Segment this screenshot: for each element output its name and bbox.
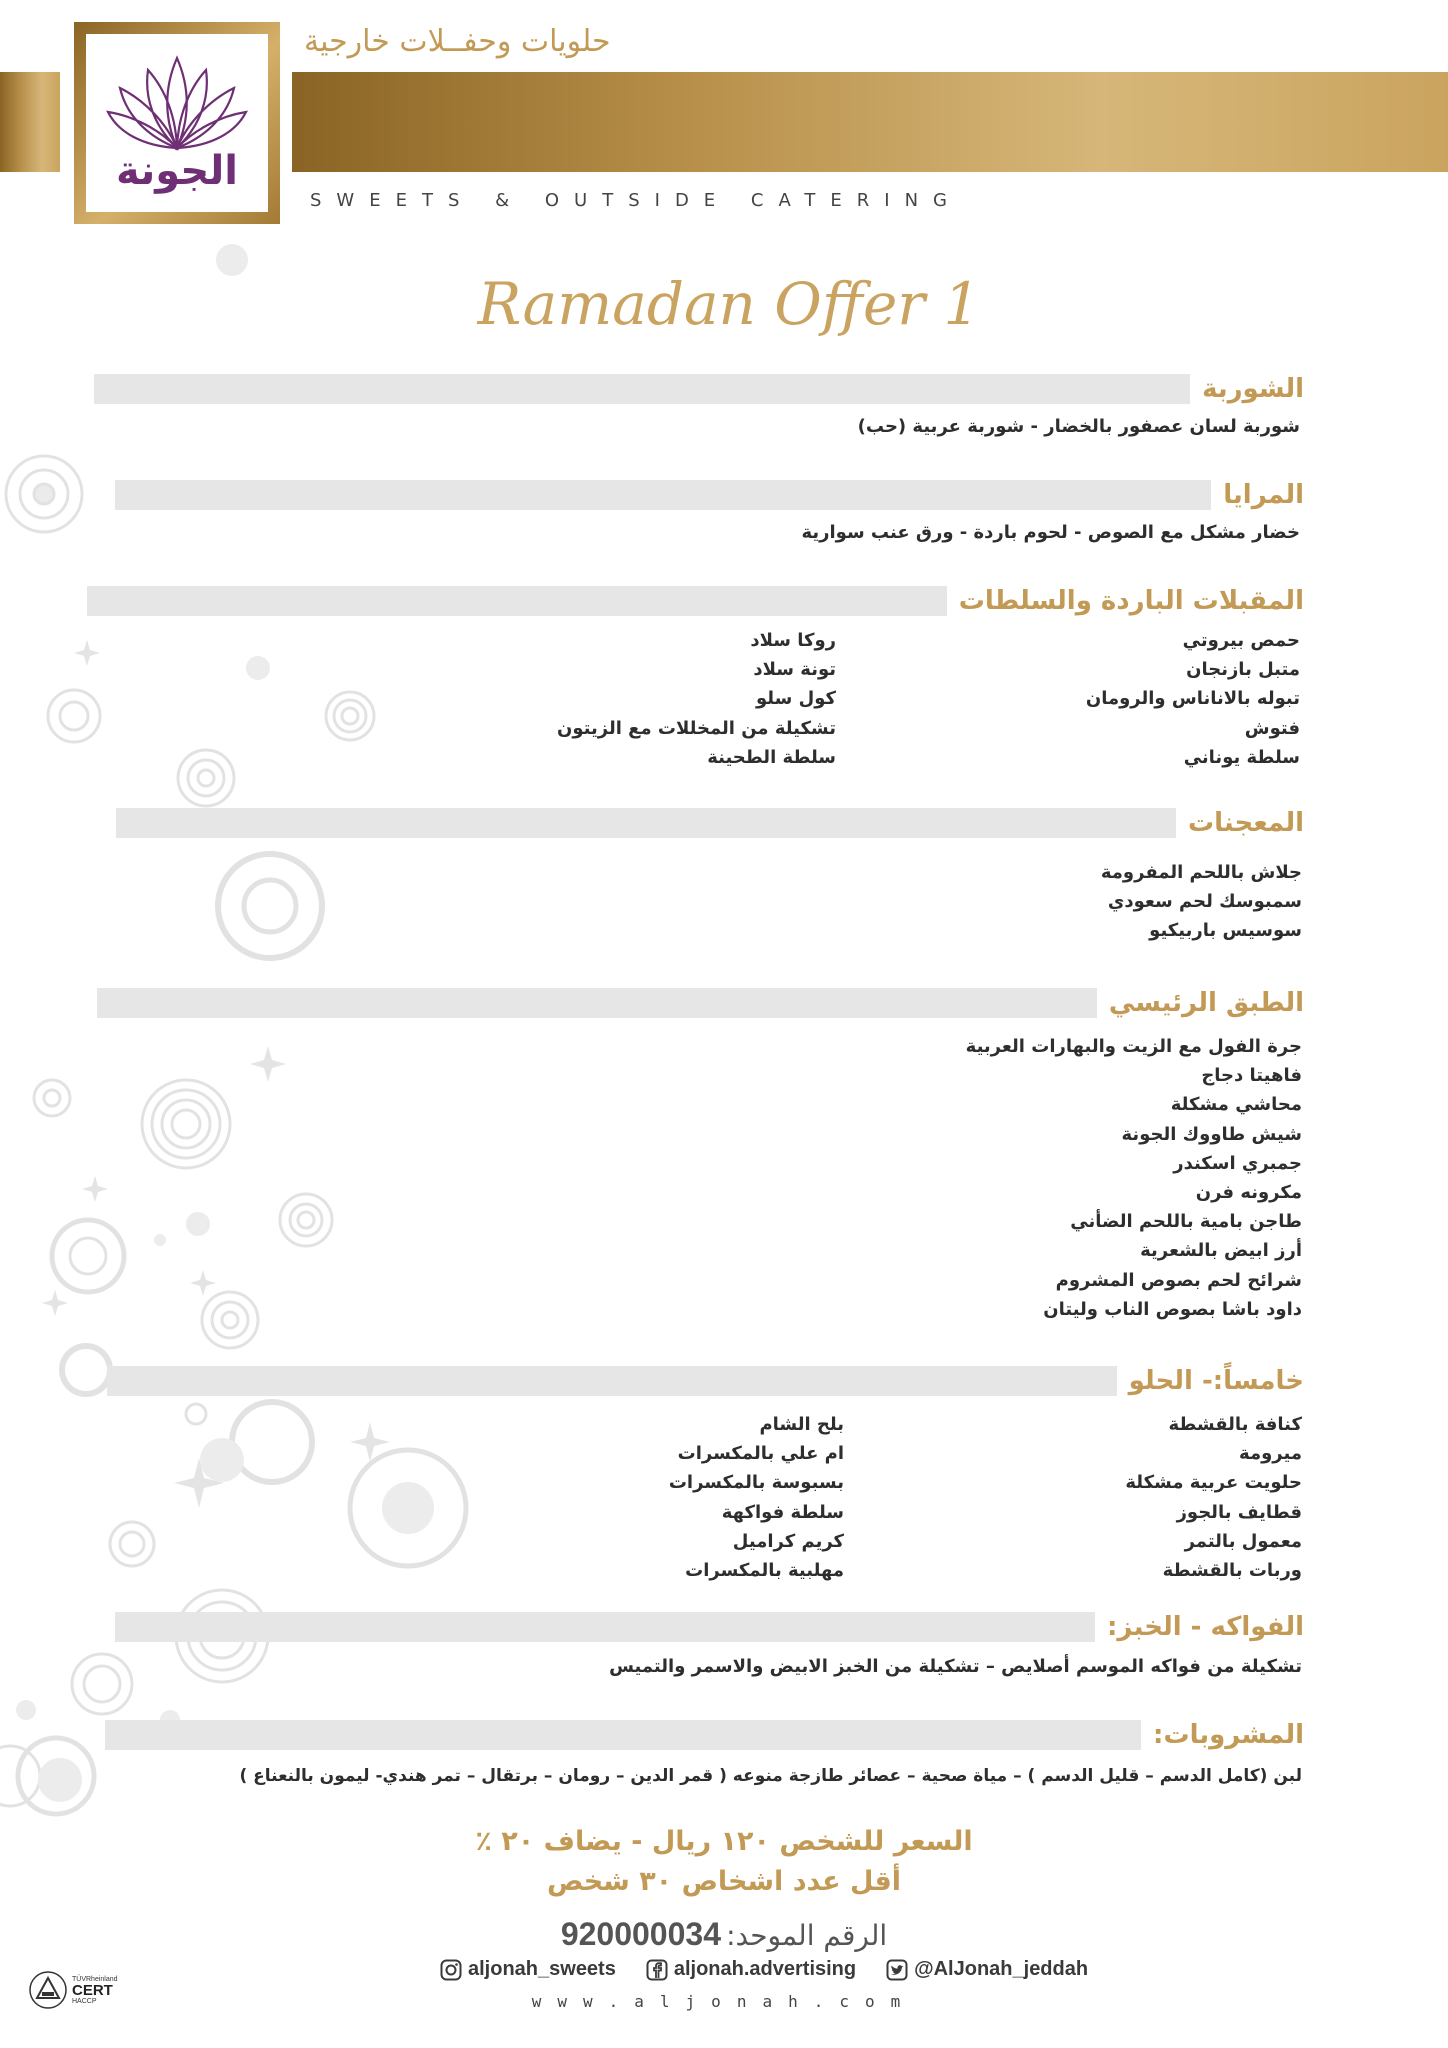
offer-title: Ramadan Offer 1 [477,270,981,338]
list-item: بسبوسة بالمكسرات [668,1472,844,1494]
soup-items: شوربة لسان عصفور بالخضار - شوربة عربية (حب) [857,416,1300,437]
fruits-bread-items: تشكيلة من فواكه الموسم أصلايص – تشكيلة من الخبز الابيض والاسمر والتميس [609,1656,1302,1677]
list-item: طاجن بامية باللحم الضأني [1070,1211,1302,1233]
instagram-link[interactable] [440,1958,616,1981]
twitter-link[interactable] [886,1958,1088,1981]
list-item: سلطة فواكهة [721,1501,844,1523]
section-divider-bar [115,1612,1095,1642]
tagline-english: SWEETS & OUTSIDE CATERING [310,190,962,211]
list-item: سلطة يوناني [1183,746,1300,768]
section-mezze-title: المرايا [1223,480,1304,510]
list-item: قطايف بالجوز [1176,1501,1302,1523]
section-pastries-title: المعجنات [1187,808,1304,838]
section-drinks-title: المشروبات: [1153,1720,1304,1750]
section-appetizers-header [87,586,1304,616]
list-item: بلح الشام [759,1414,844,1435]
section-mezze-header [115,480,1304,510]
facebook-handle: aljonah.advertising [673,1958,857,1980]
section-drinks-header [105,1720,1304,1750]
list-item: جلاش باللحم المفرومة [1100,862,1302,883]
section-divider-bar [87,586,947,616]
section-main-title: الطبق الرئيسي [1108,988,1304,1018]
section-dessert-header [107,1366,1304,1396]
instagram-handle: aljonah_sweets [468,1958,616,1980]
dessert-column-1 [1125,1410,1302,1585]
list-item: وربات بالقشطة [1162,1559,1302,1581]
list-item: حمص بيروتي [1182,630,1300,651]
list-item: شيش طاووك الجونة [1121,1123,1302,1145]
section-divider-bar [116,808,1176,838]
section-soup-title: الشوربة [1202,374,1304,404]
header-gold-bar-left [0,72,60,172]
list-item: تونة سلاد [753,659,836,681]
list-item: جمبري اسكندر [1173,1152,1302,1174]
list-item: متبل بازنجان [1186,659,1300,681]
logo[interactable] [74,22,280,224]
section-appetizers-title: المقبلات الباردة والسلطات [958,586,1304,616]
list-item: كريم كراميل [732,1530,844,1552]
header-gold-bar-right [292,72,1448,172]
instagram-icon [440,1959,462,1981]
list-item: كول سلو [756,688,836,710]
list-item: جرة الفول مع الزيت والبهارات العربية [965,1036,1302,1057]
section-fruits-header [115,1612,1304,1642]
minimum-guests: أقل عدد اشخاص ٣٠ شخص [546,1866,902,1897]
hotline-number[interactable]: 920000034 [560,1916,721,1952]
price-per-person: السعر للشخص ١٢٠ ريال - يضاف ٢٠ ٪ [475,1826,973,1857]
facebook-icon [646,1959,668,1981]
cert-brand: TÜVRheinland [72,1975,118,1983]
section-dessert-title: خامساً:- الحلو [1128,1366,1304,1396]
list-item: سلطة الطحينة [707,746,836,768]
social-links [440,1958,1088,1981]
appetizers-column-1 [1086,626,1300,772]
list-item: روكا سلاد [750,630,836,651]
cert-standard: HACCP [72,1997,97,2005]
tuv-triangle-icon [28,1970,68,2010]
facebook-link[interactable] [646,1958,856,1981]
list-item: سوسيس باربيكيو [1149,920,1302,942]
section-divider-bar [94,374,1190,404]
section-soup-header [94,374,1304,404]
list-item: معمول بالتمر [1184,1530,1302,1552]
list-item: داود باشا بصوص الناب وليتان [1043,1298,1302,1320]
section-divider-bar [115,480,1211,510]
list-item: كنافة بالقشطة [1168,1414,1302,1435]
cert-text [72,1976,118,2005]
hotline [0,1916,1448,1953]
drinks-items: لبن (كامل الدسم – قليل الدسم ) – مياة صحية – عصائر طازجة منوعه ( قمر الدين – رومان – برتقال – تمر هندي- ليمون بالنعناع ) [239,1766,1302,1786]
section-divider-bar [97,988,1097,1018]
mezze-items: خضار مشكل مع الصوص - لحوم باردة - ورق عنب سوارية [801,522,1300,543]
list-item: مكرونه فرن [1195,1181,1302,1203]
logo-frame [86,34,268,212]
list-item: محاشي مشكلة [1170,1094,1302,1116]
tuv-certification-badge [28,1970,118,2010]
twitter-icon [886,1959,908,1981]
list-item: فتوش [1244,717,1300,739]
flower-logo-icon [104,48,250,158]
list-item: شرائح لحم بصوص المشروم [1055,1269,1302,1291]
section-divider-bar [105,1720,1141,1750]
twitter-handle: @AlJonah_jeddah [914,1958,1089,1980]
list-item: تبوله بالاناناس والرومان [1085,688,1300,710]
pastries-list [1101,858,1302,946]
list-item: فاهيتا دجاج [1201,1065,1302,1087]
dessert-column-2 [669,1410,844,1585]
cert-label: CERT [72,1981,113,1999]
tagline-arabic: حلويات وحفــلات خارجية [304,24,611,59]
appetizers-column-2 [557,626,836,772]
list-item: تشكيلة من المخللات مع الزيتون [557,717,836,739]
hotline-label: الرقم الموحد: [726,1919,888,1952]
section-fruits-title: الفواكه - الخبز: [1107,1612,1304,1642]
main-course-list [966,1032,1302,1324]
logo-text: الجونة [116,148,238,194]
section-pastries-header [116,808,1304,838]
list-item: حلويت عربية مشكلة [1125,1472,1302,1494]
list-item: سمبوسك لحم سعودي [1107,891,1302,913]
website-url[interactable]: www.aljonah.com [531,1992,917,2011]
list-item: ام علي بالمكسرات [677,1443,844,1465]
section-main-header [97,988,1304,1018]
list-item: أرز ابيض بالشعرية [1140,1240,1302,1262]
list-item: مهلبية بالمكسرات [685,1559,844,1581]
section-divider-bar [107,1366,1117,1396]
list-item: ميرومة [1239,1443,1302,1465]
